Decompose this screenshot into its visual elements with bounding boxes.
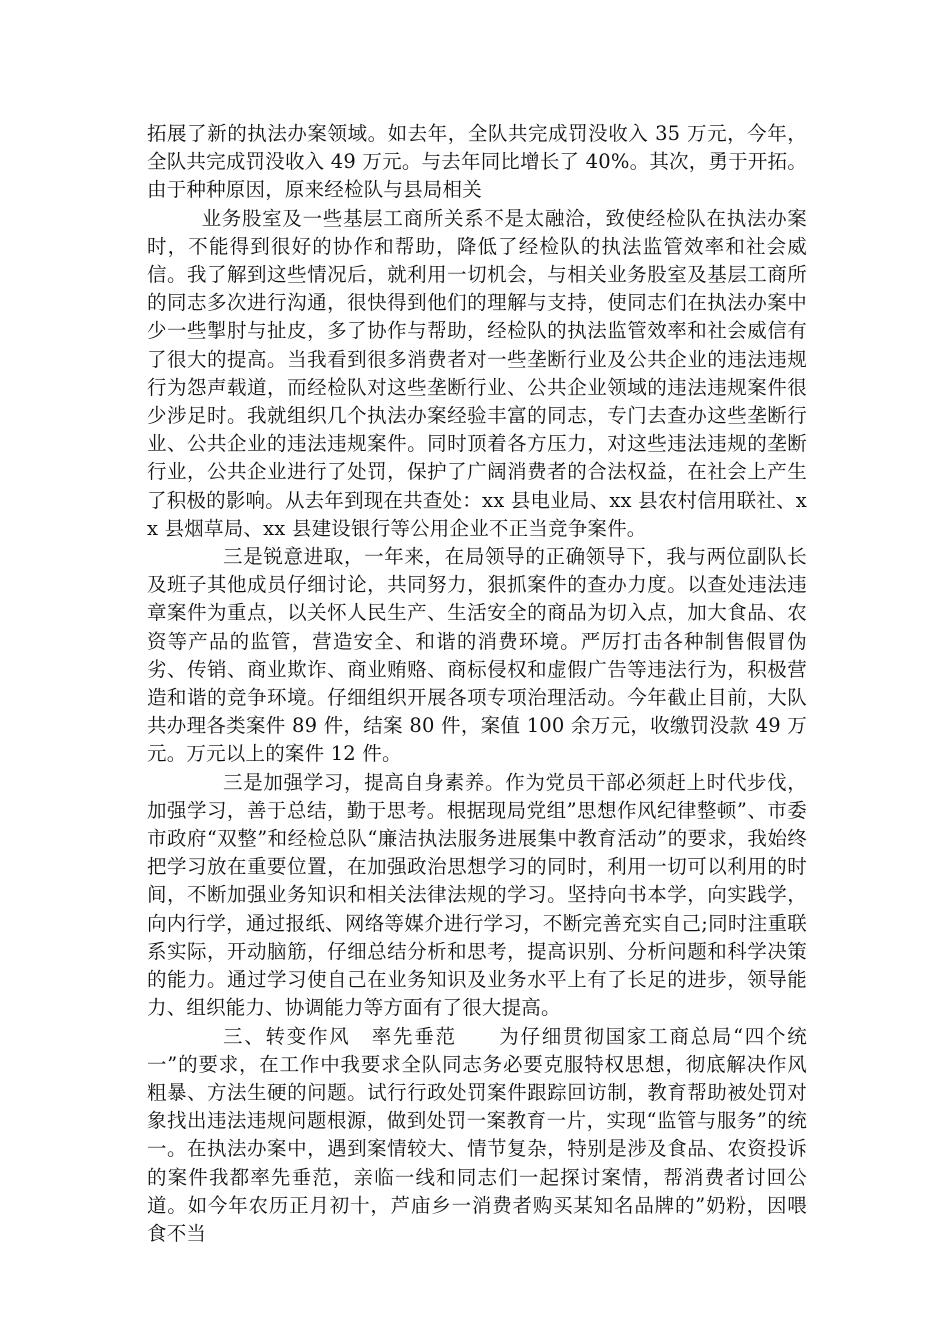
paragraph-1: 拓展了新的执法办案领域。如去年，全队共完成罚没收入 35 万元，今年，全队共完成罚没收入 49 万元。与去年同比增长了 40%。其次，勇于开拓。由于种种原因，原来经检队与县局相关 [147,122,807,202]
document-body [147,120,807,1248]
paragraph-3: 三是锐意进取，一年来，在局领导的正确领导下，我与两位副队长及班子其他成员仔细讨论，共同努力，狠抓案件的查办力度。以查处违法违章案件为重点，以关怀人民生产、生活安全的商品为切入点，加大食品、农资等产品的监管，营造安全、和谐的消费环境。严厉打击各种制售假冒伪劣、传销、商业欺诈、商业贿赂、商标侵权和虚假广告等违法行为，积极营造和谐的竞争环境。仔细组织开展各项专项治理活动。今年截止目前，大队共办理各类案件 89 件，结案 80 件，案值 100 余万元，收缴罚没款 49 万元。万元以上的案件 12 件。 [147,545,807,766]
paragraph-2: 业务股室及一些基层工商所关系不是太融洽，致使经检队在执法办案时，不能得到很好的协作和帮助，降低了经检队的执法监管效率和社会威信。我了解到这些情况后，就利用一切机会，与相关业务股室及基层工商所的同志多次进行沟通，很快得到他们的理解与支持，使同志们在执法办案中少一些掣肘与扯皮，多了协作与帮助，经检队的执法监管效率和社会威信有了很大的提高。当我看到很多消费者对一些垄断行业及公共企业的违法违规行为怨声载道，而经检队对这些垄断行业、公共企业领域的违法违规案件很少涉足时。我就组织几个执法办案经验丰富的同志，专门去查办这些垄断行业、公共企业的违法违规案件。同时顶着各方压力，对这些违法违规的垄断行业，公共企业进行了处罚，保护了广阔消费者的合法权益，在社会上产生了积极的影响。从去年到现在共查处：xx 县电业局、xx 县农村信用联社、xx 县烟草局、xx 县建设银行等公用企业不正当竞争案件。 [147,206,807,540]
paragraph-4: 三是加强学习，提高自身素养。作为党员干部必须赶上时代步伐，加强学习，善于总结，勤于思考。根据现局党组”思想作风纪律整顿”、市委市政府“双整”和经检总队“廉洁执法服务进展集中教育活动”的要求，我始终把学习放在重要位置，在加强政治思想学习的同时，利用一切可以利用的时间，不断加强业务知识和相关法律法规的学习。坚持向书本学，向实践学，向内行学，通过报纸、网络等媒介进行学习，不断完善充实自己;同时注重联系实际，开动脑筋，仔细总结分析和思考，提高识别、分析问题和科学决策的能力。通过学习使自己在业务知识及业务水平上有了长足的进步，领导能力、组织能力、协调能力等方面有了很大提高。 [147,770,807,1020]
paragraph-5: 三、转变作风 率先垂范 为仔细贯彻国家工商总局“四个统一”的要求，在工作中我要求全队同志务必要克服特权思想，彻底解决作风粗暴、方法生硬的问题。试行行政处罚案件跟踪回访制，教育帮助被处罚对象找出违法违规问题根源，做到处罚一案教育一片，实现“监管与服务”的统一。在执法办案中，遇到案情较大、情节复杂，特别是涉及食品、农资投诉的案件我都率先垂范，亲临一线和同志们一起探讨案情，帮消费者讨回公道。如今年农历正月初十，芦庙乡一消费者购买某知名品牌的”奶粉，因喂食不当 [147,1024,807,1245]
